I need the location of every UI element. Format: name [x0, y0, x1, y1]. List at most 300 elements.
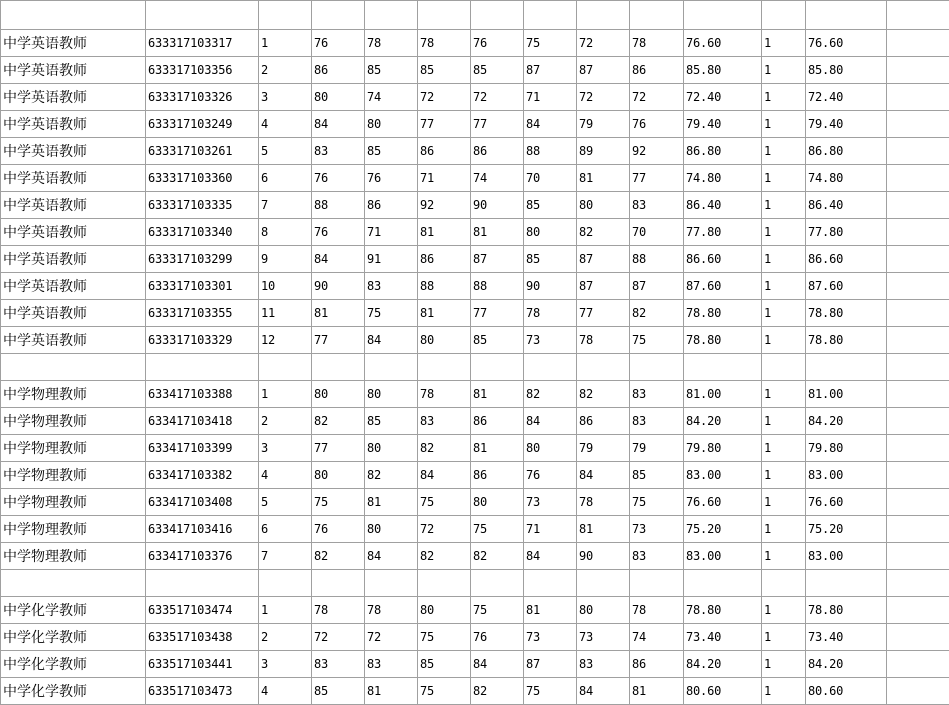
factor-cell[interactable]: 1 — [762, 678, 806, 705]
rank-cell[interactable]: 1 — [259, 381, 312, 408]
score-cell[interactable]: 84 — [577, 462, 630, 489]
score-cell[interactable]: 91 — [365, 246, 418, 273]
score-cell[interactable]: 72 — [312, 624, 365, 651]
empty-cell[interactable] — [887, 327, 949, 354]
empty-cell[interactable] — [887, 57, 949, 84]
empty-cell[interactable] — [259, 570, 312, 597]
score-cell[interactable]: 81 — [418, 300, 471, 327]
score-cell[interactable]: 79 — [630, 435, 684, 462]
candidate-id-cell[interactable]: 633317103335 — [146, 192, 259, 219]
factor-cell[interactable]: 1 — [762, 408, 806, 435]
score-cell[interactable]: 85 — [471, 327, 524, 354]
score-cell[interactable]: 73 — [524, 624, 577, 651]
empty-cell[interactable] — [887, 408, 949, 435]
empty-cell[interactable] — [887, 273, 949, 300]
score-cell[interactable]: 86 — [471, 462, 524, 489]
score-cell[interactable]: 86 — [577, 408, 630, 435]
score-cell[interactable]: 88 — [418, 273, 471, 300]
candidate-id-cell[interactable]: 633417103399 — [146, 435, 259, 462]
score-cell[interactable]: 75 — [312, 489, 365, 516]
empty-cell[interactable] — [887, 489, 949, 516]
position-cell[interactable]: 中学英语教师 — [1, 111, 146, 138]
score-cell[interactable]: 81 — [524, 597, 577, 624]
average-cell[interactable]: 81.00 — [684, 381, 762, 408]
score-cell[interactable]: 92 — [418, 192, 471, 219]
factor-cell[interactable]: 1 — [762, 327, 806, 354]
empty-cell[interactable] — [365, 354, 418, 381]
empty-cell[interactable] — [577, 1, 630, 30]
empty-cell[interactable] — [887, 651, 949, 678]
empty-cell[interactable] — [887, 111, 949, 138]
score-cell[interactable]: 79 — [577, 435, 630, 462]
empty-cell[interactable] — [762, 570, 806, 597]
rank-cell[interactable]: 5 — [259, 138, 312, 165]
empty-cell[interactable] — [887, 462, 949, 489]
candidate-id-cell[interactable]: 633317103301 — [146, 273, 259, 300]
score-cell[interactable]: 87 — [524, 651, 577, 678]
factor-cell[interactable]: 1 — [762, 219, 806, 246]
candidate-id-cell[interactable]: 633517103441 — [146, 651, 259, 678]
position-cell[interactable]: 中学物理教师 — [1, 516, 146, 543]
candidate-id-cell[interactable]: 633317103249 — [146, 111, 259, 138]
score-cell[interactable]: 87 — [630, 273, 684, 300]
final-score-cell[interactable]: 76.60 — [806, 30, 887, 57]
score-cell[interactable]: 90 — [577, 543, 630, 570]
position-cell[interactable]: 中学英语教师 — [1, 219, 146, 246]
score-cell[interactable]: 82 — [630, 300, 684, 327]
score-cell[interactable]: 81 — [312, 300, 365, 327]
score-cell[interactable]: 75 — [365, 300, 418, 327]
candidate-id-cell[interactable]: 633417103376 — [146, 543, 259, 570]
score-cell[interactable]: 81 — [577, 165, 630, 192]
score-cell[interactable]: 86 — [365, 192, 418, 219]
score-cell[interactable]: 88 — [524, 138, 577, 165]
score-cell[interactable]: 84 — [524, 543, 577, 570]
score-cell[interactable]: 73 — [524, 489, 577, 516]
final-score-cell[interactable]: 75.20 — [806, 516, 887, 543]
score-cell[interactable]: 73 — [524, 327, 577, 354]
average-cell[interactable]: 83.00 — [684, 543, 762, 570]
score-cell[interactable]: 83 — [577, 651, 630, 678]
score-cell[interactable]: 80 — [312, 462, 365, 489]
empty-cell[interactable] — [259, 354, 312, 381]
score-cell[interactable]: 80 — [418, 327, 471, 354]
score-cell[interactable]: 72 — [577, 30, 630, 57]
empty-cell[interactable] — [887, 381, 949, 408]
candidate-id-cell[interactable]: 633517103474 — [146, 597, 259, 624]
final-score-cell[interactable]: 84.20 — [806, 651, 887, 678]
empty-cell[interactable] — [471, 570, 524, 597]
score-cell[interactable]: 88 — [312, 192, 365, 219]
empty-cell[interactable] — [887, 516, 949, 543]
empty-cell[interactable] — [312, 354, 365, 381]
empty-cell[interactable] — [887, 435, 949, 462]
empty-cell[interactable] — [887, 570, 949, 597]
final-score-cell[interactable]: 78.80 — [806, 300, 887, 327]
empty-cell[interactable] — [684, 1, 762, 30]
final-score-cell[interactable]: 87.60 — [806, 273, 887, 300]
average-cell[interactable]: 85.80 — [684, 57, 762, 84]
rank-cell[interactable]: 2 — [259, 408, 312, 435]
average-cell[interactable]: 74.80 — [684, 165, 762, 192]
average-cell[interactable]: 84.20 — [684, 408, 762, 435]
empty-cell[interactable] — [1, 354, 146, 381]
score-cell[interactable]: 72 — [365, 624, 418, 651]
final-score-cell[interactable]: 86.60 — [806, 246, 887, 273]
score-cell[interactable]: 87 — [577, 57, 630, 84]
score-cell[interactable]: 75 — [524, 30, 577, 57]
rank-cell[interactable]: 7 — [259, 543, 312, 570]
score-cell[interactable]: 82 — [471, 678, 524, 705]
average-cell[interactable]: 76.60 — [684, 30, 762, 57]
final-score-cell[interactable]: 86.40 — [806, 192, 887, 219]
score-cell[interactable]: 78 — [577, 489, 630, 516]
average-cell[interactable]: 87.60 — [684, 273, 762, 300]
factor-cell[interactable]: 1 — [762, 489, 806, 516]
score-cell[interactable]: 84 — [418, 462, 471, 489]
final-score-cell[interactable]: 79.40 — [806, 111, 887, 138]
score-cell[interactable]: 74 — [365, 84, 418, 111]
score-cell[interactable]: 80 — [577, 192, 630, 219]
score-cell[interactable]: 76 — [471, 624, 524, 651]
position-cell[interactable]: 中学物理教师 — [1, 489, 146, 516]
score-cell[interactable]: 75 — [630, 489, 684, 516]
score-cell[interactable]: 82 — [471, 543, 524, 570]
factor-cell[interactable]: 1 — [762, 138, 806, 165]
empty-cell[interactable] — [887, 1, 949, 30]
empty-cell[interactable] — [524, 354, 577, 381]
average-cell[interactable]: 79.80 — [684, 435, 762, 462]
score-cell[interactable]: 87 — [524, 57, 577, 84]
score-cell[interactable]: 78 — [577, 327, 630, 354]
score-cell[interactable]: 71 — [365, 219, 418, 246]
score-cell[interactable]: 83 — [630, 381, 684, 408]
candidate-id-cell[interactable]: 633317103340 — [146, 219, 259, 246]
empty-cell[interactable] — [887, 84, 949, 111]
factor-cell[interactable]: 1 — [762, 30, 806, 57]
score-cell[interactable]: 83 — [630, 543, 684, 570]
score-cell[interactable]: 80 — [418, 597, 471, 624]
score-cell[interactable]: 82 — [577, 219, 630, 246]
score-cell[interactable]: 81 — [577, 516, 630, 543]
score-cell[interactable]: 82 — [577, 381, 630, 408]
score-cell[interactable]: 88 — [630, 246, 684, 273]
average-cell[interactable]: 80.60 — [684, 678, 762, 705]
final-score-cell[interactable]: 72.40 — [806, 84, 887, 111]
empty-cell[interactable] — [577, 354, 630, 381]
score-cell[interactable]: 84 — [312, 111, 365, 138]
rank-cell[interactable]: 3 — [259, 651, 312, 678]
score-cell[interactable]: 78 — [365, 597, 418, 624]
empty-cell[interactable] — [887, 624, 949, 651]
candidate-id-cell[interactable]: 633417103418 — [146, 408, 259, 435]
score-cell[interactable]: 75 — [418, 678, 471, 705]
score-cell[interactable]: 73 — [577, 624, 630, 651]
score-cell[interactable]: 84 — [365, 327, 418, 354]
average-cell[interactable]: 84.20 — [684, 651, 762, 678]
score-cell[interactable]: 88 — [471, 273, 524, 300]
score-cell[interactable]: 84 — [524, 408, 577, 435]
position-cell[interactable]: 中学化学教师 — [1, 597, 146, 624]
position-cell[interactable]: 中学物理教师 — [1, 408, 146, 435]
average-cell[interactable]: 78.80 — [684, 327, 762, 354]
score-cell[interactable]: 82 — [524, 381, 577, 408]
candidate-id-cell[interactable]: 633417103408 — [146, 489, 259, 516]
empty-cell[interactable] — [471, 1, 524, 30]
score-cell[interactable]: 85 — [365, 138, 418, 165]
rank-cell[interactable]: 7 — [259, 192, 312, 219]
candidate-id-cell[interactable]: 633317103329 — [146, 327, 259, 354]
empty-cell[interactable] — [312, 570, 365, 597]
rank-cell[interactable]: 2 — [259, 57, 312, 84]
final-score-cell[interactable]: 83.00 — [806, 543, 887, 570]
score-cell[interactable]: 81 — [365, 678, 418, 705]
score-cell[interactable]: 77 — [471, 111, 524, 138]
position-cell[interactable]: 中学英语教师 — [1, 327, 146, 354]
empty-cell[interactable] — [887, 597, 949, 624]
final-score-cell[interactable]: 81.00 — [806, 381, 887, 408]
score-cell[interactable]: 75 — [630, 327, 684, 354]
empty-cell[interactable] — [259, 1, 312, 30]
position-cell[interactable]: 中学化学教师 — [1, 678, 146, 705]
score-cell[interactable]: 78 — [630, 597, 684, 624]
empty-cell[interactable] — [684, 570, 762, 597]
empty-cell[interactable] — [887, 543, 949, 570]
score-cell[interactable]: 76 — [312, 165, 365, 192]
score-cell[interactable]: 82 — [418, 435, 471, 462]
position-cell[interactable]: 中学英语教师 — [1, 246, 146, 273]
final-score-cell[interactable]: 73.40 — [806, 624, 887, 651]
score-cell[interactable]: 85 — [524, 192, 577, 219]
final-score-cell[interactable]: 86.80 — [806, 138, 887, 165]
average-cell[interactable]: 75.20 — [684, 516, 762, 543]
score-cell[interactable]: 81 — [471, 381, 524, 408]
candidate-id-cell[interactable]: 633317103261 — [146, 138, 259, 165]
candidate-id-cell[interactable]: 633317103360 — [146, 165, 259, 192]
average-cell[interactable]: 77.80 — [684, 219, 762, 246]
empty-cell[interactable] — [887, 246, 949, 273]
position-cell[interactable]: 中学物理教师 — [1, 462, 146, 489]
rank-cell[interactable]: 4 — [259, 678, 312, 705]
position-cell[interactable]: 中学物理教师 — [1, 543, 146, 570]
score-cell[interactable]: 85 — [365, 57, 418, 84]
score-cell[interactable]: 82 — [312, 408, 365, 435]
score-cell[interactable]: 80 — [524, 219, 577, 246]
rank-cell[interactable]: 11 — [259, 300, 312, 327]
score-cell[interactable]: 76 — [524, 462, 577, 489]
score-cell[interactable]: 77 — [577, 300, 630, 327]
final-score-cell[interactable]: 83.00 — [806, 462, 887, 489]
empty-cell[interactable] — [806, 1, 887, 30]
average-cell[interactable]: 86.80 — [684, 138, 762, 165]
rank-cell[interactable]: 9 — [259, 246, 312, 273]
score-cell[interactable]: 85 — [312, 678, 365, 705]
candidate-id-cell[interactable]: 633417103382 — [146, 462, 259, 489]
final-score-cell[interactable]: 84.20 — [806, 408, 887, 435]
candidate-id-cell[interactable]: 633317103355 — [146, 300, 259, 327]
score-cell[interactable]: 81 — [471, 219, 524, 246]
final-score-cell[interactable]: 79.80 — [806, 435, 887, 462]
rank-cell[interactable]: 5 — [259, 489, 312, 516]
average-cell[interactable]: 78.80 — [684, 300, 762, 327]
candidate-id-cell[interactable]: 633517103473 — [146, 678, 259, 705]
score-cell[interactable]: 75 — [418, 624, 471, 651]
score-cell[interactable]: 81 — [630, 678, 684, 705]
empty-cell[interactable] — [630, 354, 684, 381]
position-cell[interactable]: 中学英语教师 — [1, 192, 146, 219]
score-cell[interactable]: 72 — [577, 84, 630, 111]
empty-cell[interactable] — [418, 570, 471, 597]
rank-cell[interactable]: 3 — [259, 435, 312, 462]
score-cell[interactable]: 83 — [312, 138, 365, 165]
rank-cell[interactable]: 1 — [259, 30, 312, 57]
score-cell[interactable]: 85 — [524, 246, 577, 273]
score-cell[interactable]: 87 — [577, 246, 630, 273]
score-cell[interactable]: 86 — [312, 57, 365, 84]
score-cell[interactable]: 76 — [312, 30, 365, 57]
score-cell[interactable]: 86 — [630, 57, 684, 84]
candidate-id-cell[interactable]: 633317103326 — [146, 84, 259, 111]
score-cell[interactable]: 76 — [471, 30, 524, 57]
average-cell[interactable]: 83.00 — [684, 462, 762, 489]
empty-cell[interactable] — [887, 354, 949, 381]
score-cell[interactable]: 83 — [365, 651, 418, 678]
empty-cell[interactable] — [806, 570, 887, 597]
empty-cell[interactable] — [365, 570, 418, 597]
factor-cell[interactable]: 1 — [762, 516, 806, 543]
candidate-id-cell[interactable]: 633517103438 — [146, 624, 259, 651]
position-cell[interactable]: 中学化学教师 — [1, 624, 146, 651]
score-cell[interactable]: 79 — [577, 111, 630, 138]
score-cell[interactable]: 86 — [418, 138, 471, 165]
rank-cell[interactable]: 4 — [259, 462, 312, 489]
rank-cell[interactable]: 6 — [259, 165, 312, 192]
factor-cell[interactable]: 1 — [762, 84, 806, 111]
score-cell[interactable]: 85 — [418, 57, 471, 84]
score-cell[interactable]: 84 — [312, 246, 365, 273]
factor-cell[interactable]: 1 — [762, 462, 806, 489]
factor-cell[interactable]: 1 — [762, 246, 806, 273]
score-cell[interactable]: 71 — [524, 84, 577, 111]
score-cell[interactable]: 72 — [630, 84, 684, 111]
position-cell[interactable]: 中学英语教师 — [1, 30, 146, 57]
score-cell[interactable]: 74 — [630, 624, 684, 651]
empty-cell[interactable] — [887, 30, 949, 57]
empty-cell[interactable] — [887, 138, 949, 165]
empty-cell[interactable] — [684, 354, 762, 381]
rank-cell[interactable]: 3 — [259, 84, 312, 111]
candidate-id-cell[interactable]: 633317103299 — [146, 246, 259, 273]
empty-cell[interactable] — [146, 1, 259, 30]
factor-cell[interactable]: 1 — [762, 165, 806, 192]
score-cell[interactable]: 78 — [312, 597, 365, 624]
score-cell[interactable]: 70 — [630, 219, 684, 246]
score-cell[interactable]: 86 — [471, 408, 524, 435]
empty-cell[interactable] — [887, 192, 949, 219]
empty-cell[interactable] — [887, 219, 949, 246]
score-cell[interactable]: 83 — [365, 273, 418, 300]
score-cell[interactable]: 81 — [471, 435, 524, 462]
factor-cell[interactable]: 1 — [762, 651, 806, 678]
empty-cell[interactable] — [762, 1, 806, 30]
score-cell[interactable]: 84 — [577, 678, 630, 705]
final-score-cell[interactable]: 78.80 — [806, 597, 887, 624]
score-cell[interactable]: 70 — [524, 165, 577, 192]
score-cell[interactable]: 83 — [630, 408, 684, 435]
score-cell[interactable]: 75 — [471, 516, 524, 543]
empty-cell[interactable] — [577, 570, 630, 597]
position-cell[interactable]: 中学英语教师 — [1, 138, 146, 165]
score-cell[interactable]: 71 — [418, 165, 471, 192]
score-cell[interactable]: 75 — [524, 678, 577, 705]
score-cell[interactable]: 85 — [630, 462, 684, 489]
score-cell[interactable]: 83 — [312, 651, 365, 678]
position-cell[interactable]: 中学英语教师 — [1, 57, 146, 84]
score-cell[interactable]: 86 — [630, 651, 684, 678]
score-cell[interactable]: 76 — [630, 111, 684, 138]
final-score-cell[interactable]: 76.60 — [806, 489, 887, 516]
score-cell[interactable]: 78 — [365, 30, 418, 57]
score-cell[interactable]: 78 — [418, 30, 471, 57]
empty-cell[interactable] — [887, 165, 949, 192]
score-cell[interactable]: 80 — [365, 516, 418, 543]
score-cell[interactable]: 83 — [418, 408, 471, 435]
score-cell[interactable]: 77 — [471, 300, 524, 327]
score-cell[interactable]: 84 — [471, 651, 524, 678]
score-cell[interactable]: 76 — [312, 516, 365, 543]
score-cell[interactable]: 84 — [524, 111, 577, 138]
score-cell[interactable]: 85 — [365, 408, 418, 435]
factor-cell[interactable]: 1 — [762, 381, 806, 408]
score-cell[interactable]: 89 — [577, 138, 630, 165]
position-cell[interactable]: 中学英语教师 — [1, 165, 146, 192]
score-cell[interactable]: 74 — [471, 165, 524, 192]
final-score-cell[interactable]: 74.80 — [806, 165, 887, 192]
empty-cell[interactable] — [312, 1, 365, 30]
rank-cell[interactable]: 2 — [259, 624, 312, 651]
empty-cell[interactable] — [524, 1, 577, 30]
score-cell[interactable]: 80 — [365, 435, 418, 462]
score-cell[interactable]: 80 — [577, 597, 630, 624]
empty-cell[interactable] — [806, 354, 887, 381]
empty-cell[interactable] — [146, 570, 259, 597]
score-cell[interactable]: 80 — [524, 435, 577, 462]
empty-cell[interactable] — [418, 354, 471, 381]
score-cell[interactable]: 80 — [471, 489, 524, 516]
score-cell[interactable]: 86 — [471, 138, 524, 165]
rank-cell[interactable]: 10 — [259, 273, 312, 300]
factor-cell[interactable]: 1 — [762, 543, 806, 570]
score-cell[interactable]: 76 — [365, 165, 418, 192]
score-cell[interactable]: 81 — [365, 489, 418, 516]
score-cell[interactable]: 78 — [524, 300, 577, 327]
factor-cell[interactable]: 1 — [762, 192, 806, 219]
score-cell[interactable]: 82 — [312, 543, 365, 570]
score-cell[interactable]: 82 — [365, 462, 418, 489]
rank-cell[interactable]: 8 — [259, 219, 312, 246]
score-cell[interactable]: 85 — [471, 57, 524, 84]
score-cell[interactable]: 84 — [365, 543, 418, 570]
average-cell[interactable]: 86.40 — [684, 192, 762, 219]
empty-cell[interactable] — [762, 354, 806, 381]
score-cell[interactable]: 72 — [418, 516, 471, 543]
score-cell[interactable]: 72 — [418, 84, 471, 111]
empty-cell[interactable] — [418, 1, 471, 30]
factor-cell[interactable]: 1 — [762, 300, 806, 327]
position-cell[interactable]: 中学英语教师 — [1, 84, 146, 111]
position-cell[interactable]: 中学英语教师 — [1, 300, 146, 327]
score-cell[interactable]: 80 — [312, 381, 365, 408]
